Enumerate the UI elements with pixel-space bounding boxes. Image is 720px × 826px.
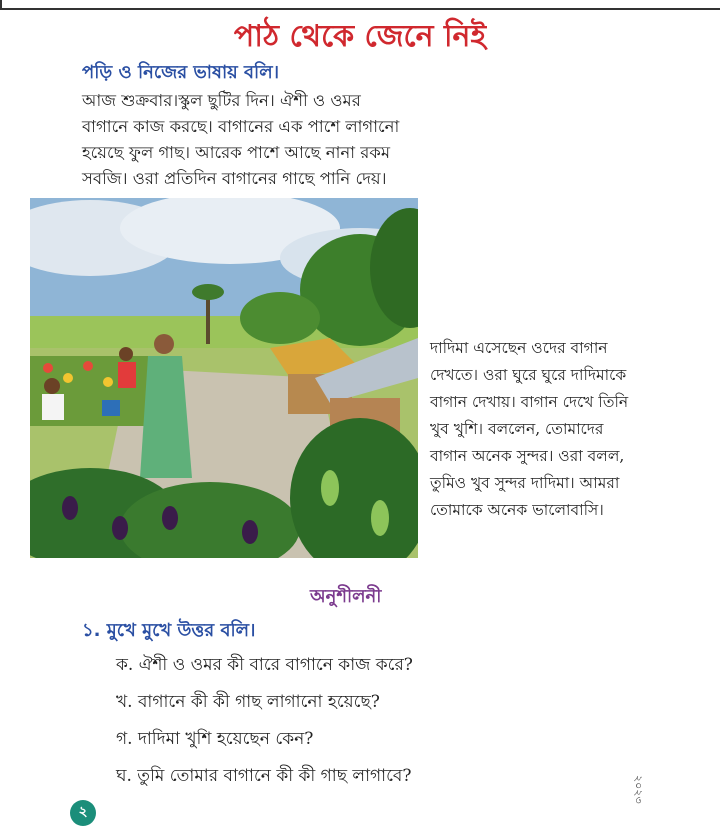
eggplant [112,516,128,540]
gourd [371,500,389,536]
paragraph-2-line: দেখতে। ওরা ঘুরে ঘুরে দাদিমাকে [430,366,627,384]
question-item: খ. বাগানে কী কী গাছ লাগানো হয়েছে? [116,692,380,712]
question-title: ১. মুখে মুখে উত্তর বলি। [82,620,256,641]
exercise-heading: অনুশীলনী [310,586,382,607]
child-body [118,362,136,388]
paragraph-2-line: বাগান দেখায়। বাগান দেখে তিনি [430,393,629,411]
paragraph-1 [82,88,442,192]
paragraph-2-line: বাগান অনেক সুন্দর। ওরা বলল, [430,447,625,465]
question-item: ক. ঐশী ও ওমর কী বারে বাগানে কাজ করে? [116,655,413,675]
paragraph-2-line: তুমিও খুব সুন্দর দাদিমা। আমরা [430,474,620,492]
question-item: ঘ. তুমি তোমার বাগানে কী কী গাছ লাগাবে? [116,766,412,786]
paragraph-1-line: বাগানে কাজ করছে। বাগানের এক পাশে লাগানো [82,117,400,136]
paragraph-1-line: সবজি। ওরা প্রতিদিন বাগানের গাছে পানি দেয়। [82,169,387,188]
paragraph-1-line: হয়েছে ফুল গাছ। আরেক পাশে আছে নানা রকম [82,143,391,162]
paragraph-2-line: তোমাকে অনেক ভালোবাসি। [430,501,604,519]
eggplant [242,520,258,544]
child-head [44,378,60,394]
child-body [42,394,64,420]
garden-illustration [30,198,418,558]
palm-trunk [206,294,210,344]
page-number-badge: ২ [70,800,96,826]
reading-heading: পড়ি ও নিজের ভাষায় বলি। [82,62,280,83]
garden-scene-svg [30,198,418,558]
paragraph-1-line: আজ শুক্রবার।স্কুল ছুটির দিন। ঐশী ও ওমর [82,91,361,110]
grandmother-head [154,334,174,354]
chapter-title: পাঠ থেকে জেনে নিই [233,19,487,54]
paragraph-2 [430,335,680,524]
page-frame-top [0,0,720,10]
question-list [116,650,413,798]
question-item: গ. দাদিমা খুশি হয়েছেন কেন? [116,729,314,749]
paragraph-2-line: দাদিমা এসেছেন ওদের বাগান [430,339,608,357]
year-mark: ২০২৩ [632,775,645,804]
bucket [102,400,120,416]
gourd [321,470,339,506]
eggplant [162,506,178,530]
tree [240,292,320,344]
palm-leaves [192,284,224,300]
paragraph-2-line: খুব খুশি। বললেন, তোমাদের [430,420,604,438]
child-head [119,347,133,361]
eggplant [62,496,78,520]
